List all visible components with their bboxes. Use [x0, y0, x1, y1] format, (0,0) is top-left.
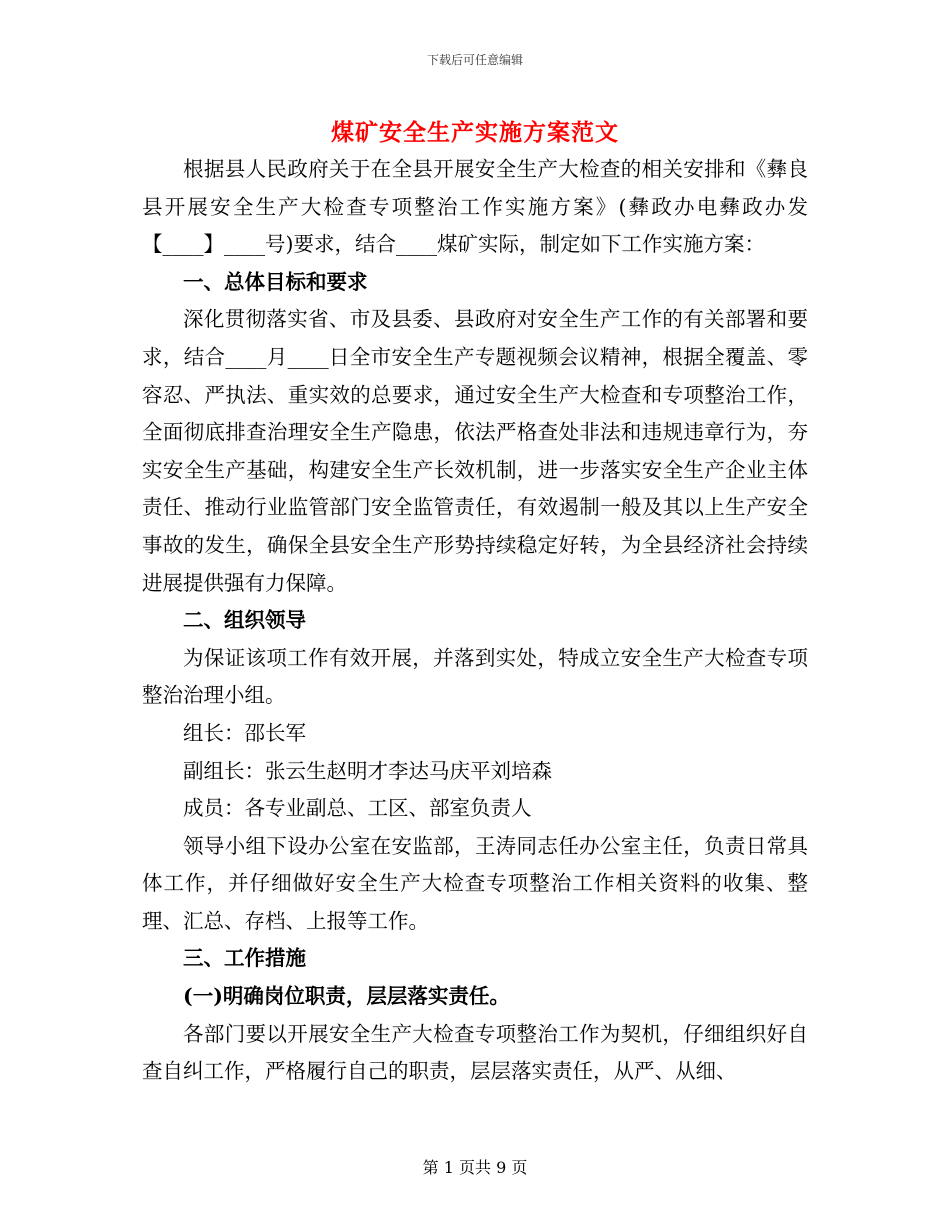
section-heading-1: 一、总体目标和要求: [183, 269, 368, 294]
section-2-paragraph: 为保证该项工作有效开展，并落到实处，特成立安全生产大检查专项整治治理小组。: [142, 645, 808, 708]
section-heading-2: 二、组织领导: [183, 608, 306, 633]
section-1-paragraph: 深化贯彻落实省、市及县委、县政府对安全生产工作的有关部署和要求，结合____月____日全市安全生产专题视频会议精神，根据全覆盖、零容忍、严执法、重实效的总要求，通过安全生产大检查和专项整治工作，全面彻底排查治理安全生产隐患，依法严格查处非法和违规违章行为，夯实安全生产基础，构建安全生产长效机制，进一步落实安全生产企业主体责任、推动行业监管部门安全监管责任，有效遏制一般及其以上生产安全事故的发生，确保全县安全生产形势持续稳定好转，为全县经济社会持续进展提供强有力保障。: [142, 307, 808, 595]
office-paragraph: 领导小组下设办公室在安监部，王涛同志任办公室主任，负责日常具体工作，并仔细做好安全生产大检查专项整治工作相关资料的收集、整理、汇总、存档、上报等工作。: [142, 833, 808, 933]
subsection-1-paragraph: 各部门要以开展安全生产大检查专项整治工作为契机，仔细组织好自查自纠工作，严格履行自己的职责，层层落实责任，从严、从细、: [142, 1021, 808, 1084]
deputy-leader-line: 副组长：张云生赵明才李达马庆平刘培森: [183, 758, 552, 783]
subsection-heading-1: (一)明确岗位职责，层层落实责任。: [183, 984, 510, 1009]
intro-paragraph: 根据县人民政府关于在全县开展安全生产大检查的相关安排和《彝良县开展安全生产大检查专项整治工作实施方案》(彝政办电彝政办发【____】____号)要求，结合____煤矿实际，制定如下工作实施方案：: [142, 157, 808, 257]
page-number: 第 1 页共 9 页: [422, 1158, 528, 1177]
group-leader-line: 组长：邵长军: [183, 720, 306, 745]
document-body: [142, 151, 808, 1091]
members-line: 成员：各专业副总、工区、部室负责人: [183, 796, 532, 821]
document-title: 煤矿安全生产实施方案范文: [331, 119, 619, 146]
page-header-note: 下载后可任意编辑: [426, 53, 523, 67]
section-heading-3: 三、工作措施: [183, 946, 306, 971]
